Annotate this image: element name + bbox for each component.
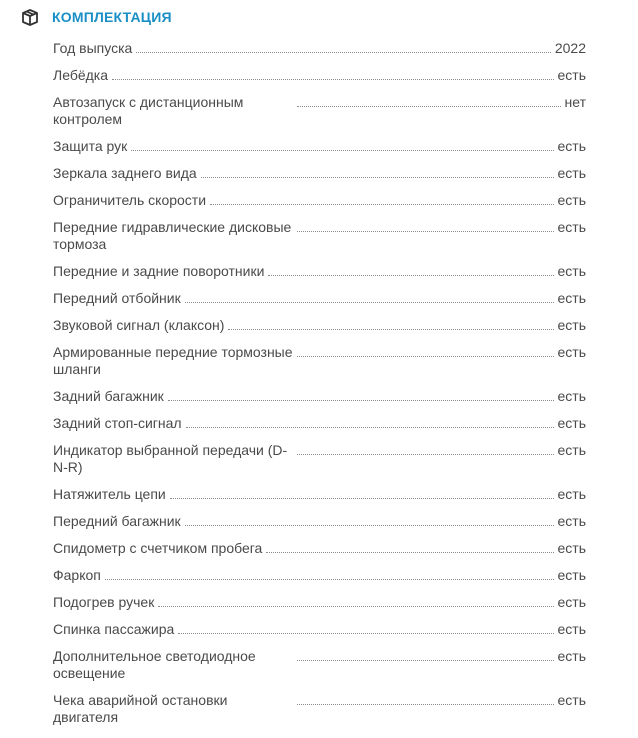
dotted-leader <box>297 94 561 107</box>
spec-row <box>53 94 586 128</box>
spec-row <box>53 317 586 334</box>
spec-row <box>53 692 586 726</box>
spec-row <box>53 67 586 84</box>
spec-name: Зеркала заднего вида <box>53 165 197 181</box>
spec-name: Защита рук <box>53 138 128 154</box>
spec-name: Год выпуска <box>53 40 133 56</box>
spec-value: есть <box>557 594 586 610</box>
spec-value: нет <box>564 94 586 110</box>
spec-name: Передний отбойник <box>53 290 181 306</box>
dotted-leader <box>168 388 554 401</box>
section-header <box>20 6 172 28</box>
spec-value: есть <box>557 540 586 556</box>
spec-name: Передний багажник <box>53 513 181 529</box>
spec-value: есть <box>557 317 586 333</box>
spec-row <box>53 388 586 405</box>
spec-value: есть <box>557 192 586 208</box>
dotted-leader <box>131 138 553 151</box>
spec-value: есть <box>557 415 586 431</box>
spec-value: есть <box>557 290 586 306</box>
spec-name: Передние и задние поворотники <box>53 263 265 279</box>
spec-value: есть <box>557 67 586 83</box>
spec-name: Подогрев ручек <box>53 594 155 610</box>
dotted-leader <box>210 192 553 205</box>
spec-row <box>53 344 586 378</box>
spec-row <box>53 263 586 280</box>
spec-name: Армированные передние тормозные шланги <box>53 344 293 377</box>
spec-row <box>53 486 586 503</box>
spec-row <box>53 165 586 182</box>
spec-value: есть <box>557 138 586 154</box>
spec-name: Задний багажник <box>53 388 164 404</box>
spec-name: Спинка пассажира <box>53 621 175 637</box>
spec-value: есть <box>557 442 586 458</box>
dotted-leader <box>201 165 554 178</box>
dotted-leader <box>297 648 554 661</box>
spec-value: есть <box>557 648 586 664</box>
dotted-leader <box>185 513 554 526</box>
spec-name: Индикатор выбранной передачи (D-N-R) <box>53 442 288 475</box>
dotted-leader <box>297 219 554 232</box>
spec-row <box>53 415 586 432</box>
dotted-leader <box>178 621 553 634</box>
spec-row <box>53 594 586 611</box>
spec-row <box>53 621 586 638</box>
spec-value: есть <box>557 486 586 502</box>
spec-row <box>53 290 586 307</box>
spec-value: есть <box>557 388 586 404</box>
spec-name: Передние гидравлические дисковые тормоза <box>53 219 292 252</box>
spec-value: есть <box>557 165 586 181</box>
spec-row <box>53 513 586 530</box>
spec-name: Звуковой сигнал (клаксон) <box>53 317 225 333</box>
dotted-leader <box>158 594 553 607</box>
spec-value: есть <box>557 344 586 360</box>
dotted-leader <box>170 486 554 499</box>
spec-name: Ограничитель скорости <box>53 192 207 208</box>
spec-value: есть <box>557 692 586 708</box>
dotted-leader <box>136 40 551 53</box>
dotted-leader <box>186 415 554 428</box>
spec-value: есть <box>557 567 586 583</box>
dotted-leader <box>297 344 554 357</box>
spec-name: Задний стоп-сигнал <box>53 415 182 431</box>
dotted-leader <box>268 263 553 276</box>
spec-row <box>53 40 586 57</box>
spec-name: Натяжитель цепи <box>53 486 166 502</box>
spec-row <box>53 138 586 155</box>
spec-name: Чека аварийной остановки двигателя <box>53 692 228 725</box>
spec-row <box>53 192 586 209</box>
spec-row <box>53 648 586 682</box>
spec-value: есть <box>557 263 586 279</box>
spec-name: Спидометр с счетчиком пробега <box>53 540 263 556</box>
spec-name: Автозапуск с дистанционным контролем <box>53 94 244 127</box>
spec-row <box>53 567 586 584</box>
spec-row <box>53 219 586 253</box>
spec-value: есть <box>557 513 586 529</box>
spec-name: Лебёдка <box>53 67 109 83</box>
dotted-leader <box>105 567 554 580</box>
spec-value: есть <box>557 621 586 637</box>
dotted-leader <box>228 317 553 330</box>
spec-name: Дополнительное светодиодное освещение <box>53 648 256 681</box>
dotted-leader <box>266 540 553 553</box>
dotted-leader <box>297 692 554 705</box>
spec-value: есть <box>557 219 586 235</box>
dotted-leader <box>185 290 554 303</box>
dotted-leader <box>112 67 553 80</box>
spec-value: 2022 <box>554 40 586 56</box>
dotted-leader <box>297 442 554 455</box>
spec-name: Фаркоп <box>53 567 101 583</box>
spec-row <box>53 442 586 476</box>
section-title: КОМПЛЕКТАЦИЯ <box>52 9 172 25</box>
box-icon <box>20 7 40 27</box>
spec-row <box>53 540 586 557</box>
